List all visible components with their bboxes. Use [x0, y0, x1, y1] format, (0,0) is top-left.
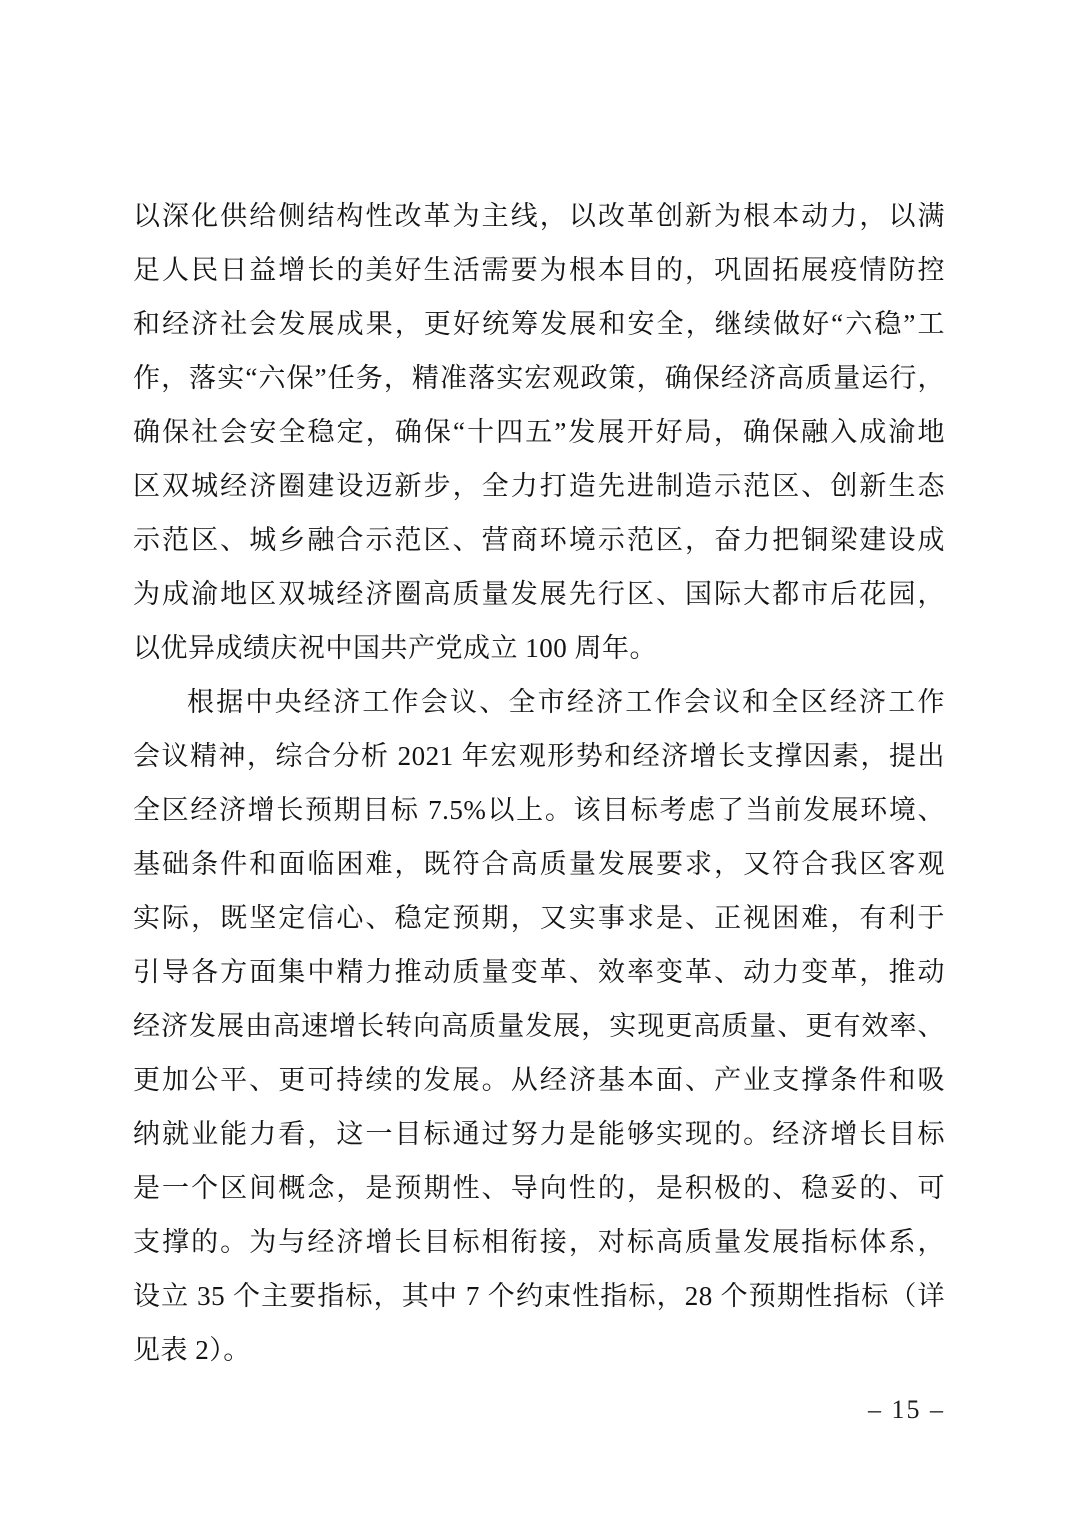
paragraph-line: 示范区、城乡融合示范区、营商环境示范区，奋力把铜梁建设成 [133, 525, 945, 555]
paragraph-line: 为成渝地区双城经济圈高质量发展先行区、国际大都市后花园， [133, 579, 945, 609]
paragraph-line: 实际，既坚定信心、稳定预期，又实事求是、正视困难，有利于 [133, 903, 945, 933]
paragraph-line: 基础条件和面临困难，既符合高质量发展要求，又符合我区客观 [133, 849, 945, 879]
paragraph-line: 根据中央经济工作会议、全市经济工作会议和全区经济工作 [187, 687, 945, 717]
paragraph-line: 更加公平、更可持续的发展。从经济基本面、产业支撑条件和吸 [133, 1065, 945, 1095]
page-number: – 15 – [868, 1395, 945, 1424]
paragraph-continued [133, 189, 945, 675]
paragraph-line: 确保社会安全稳定，确保“十四五”发展开好局，确保融入成渝地 [133, 417, 945, 447]
paragraph-line: 足人民日益增长的美好生活需要为根本目的，巩固拓展疫情防控 [133, 255, 945, 285]
paragraph-line: 设立 35 个主要指标，其中 7 个约束性指标，28 个预期性指标（详 [133, 1281, 945, 1311]
paragraph-line: 经济发展由高速增长转向高质量发展，实现更高质量、更有效率、 [133, 1011, 945, 1041]
paragraph-line: 作，落实“六保”任务，精准落实宏观政策，确保经济高质量运行， [133, 363, 945, 393]
paragraph-line: 引导各方面集中精力推动质量变革、效率变革、动力变革，推动 [133, 957, 945, 987]
paragraph-line: 以深化供给侧结构性改革为主线，以改革创新为根本动力，以满 [133, 201, 945, 231]
document-body [133, 189, 945, 1377]
paragraph-line: 区双城经济圈建设迈新步，全力打造先进制造示范区、创新生态 [133, 471, 945, 501]
paragraph-line: 见表 2）。 [133, 1335, 251, 1365]
paragraph-line: 支撑的。为与经济增长目标相衔接，对标高质量发展指标体系， [133, 1227, 945, 1257]
paragraph-line: 全区经济增长预期目标 7.5%以上。该目标考虑了当前发展环境、 [133, 795, 945, 825]
paragraph-line: 会议精神，综合分析 2021 年宏观形势和经济增长支撑因素，提出 [133, 741, 945, 771]
page-footer [868, 1394, 945, 1426]
paragraph-line: 和经济社会发展成果，更好统筹发展和安全，继续做好“六稳”工 [133, 309, 945, 339]
paragraph-line: 是一个区间概念，是预期性、导向性的，是积极的、稳妥的、可 [133, 1173, 945, 1203]
paragraph-growth-target [133, 675, 945, 1377]
paragraph-line: 以优异成绩庆祝中国共产党成立 100 周年。 [133, 633, 657, 663]
paragraph-line: 纳就业能力看，这一目标通过努力是能够实现的。经济增长目标 [133, 1119, 945, 1149]
